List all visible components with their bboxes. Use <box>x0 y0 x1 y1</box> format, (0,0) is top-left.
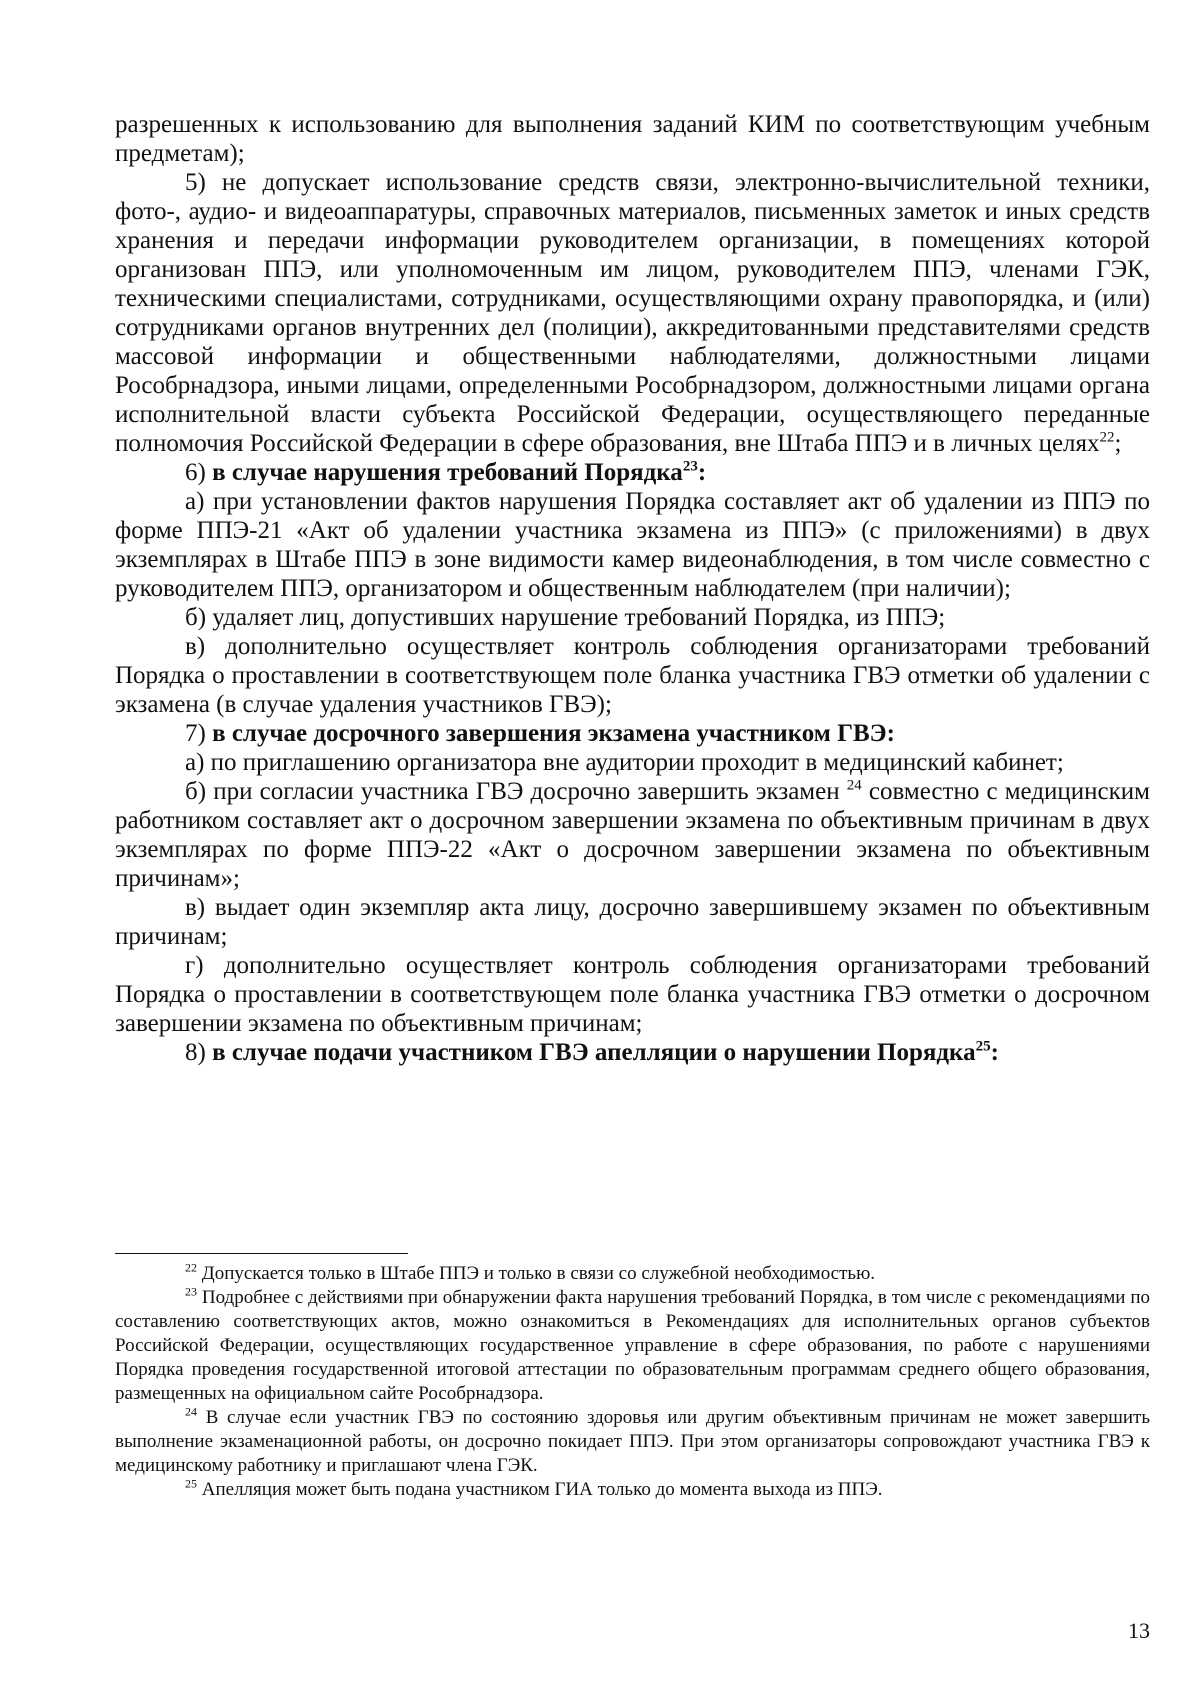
item-6b: б) удаляет лиц, допустивших нарушение требований Порядка, из ППЭ; <box>185 604 946 631</box>
item-7v: в) выдает один экземпляр акта лицу, досрочно завершившему экзамен по объективным причинам; <box>115 894 1150 950</box>
item-5: 5) не допускает использование средств связи, электронно-вычислительной техники, фото-, аудио- и видеоаппаратуры, справочных материалов, письменных заметок и иных средств хранения и передачи информации руководителем организации, в помещениях которой организован ППЭ, или уполномоченным им лицом, руководителем ППЭ, членами ГЭК, техническими специалистами, сотрудниками, осуществляющими охрану правопорядка, и (или) сотрудниками органов внутренних дел (полиции), аккредитованными представителями средств массовой информации и общественными наблюдателями, должностными лицами Рособрнадзора, иными лицами, определенными Рособрнадзором, должностными лицами органа исполнительной власти субъекта Российской Федерации, осуществляющего переданные полномочия Российской Федерации в сфере образования, вне Штаба ППЭ и в личных целях$^{22}$; <box>115 169 1150 457</box>
item-8-heading: 8) в случае подачи участником ГВЭ апелляции о нарушении Порядка$^{25}$: <box>185 1038 999 1066</box>
item-6a: а) при установлении фактов нарушения Порядка составляет акт об удалении из ППЭ по форме ППЭ-21 «Акт об удалении участника экзамена из ППЭ» (с приложениями) в двух экземплярах в Штабе ППЭ в зоне видимости камер видеонаблюдения, в том числе совместно с руководителем ППЭ, организатором и общественным наблюдателем (при наличии); <box>115 488 1150 602</box>
item-6-heading: 6) в случае нарушения требований Порядка$^{23}$: <box>185 458 707 486</box>
item-7b: б) при согласии участника ГВЭ досрочно завершить экзамен $^{24}$ совместно с медицинским работником составляет акт о досрочном завершении экзамена по объективным причинам в двух экземплярах по форме ППЭ-22 «Акт о досрочном завершении экзамена по объективным причинам»; <box>115 777 1150 892</box>
item-6v: в) дополнительно осуществляет контроль соблюдения организаторами требований Порядка о проставлении в соответствующем поле бланка участника ГВЭ отметки об удалении с экзамена (в случае удаления участников ГВЭ); <box>115 633 1150 718</box>
footnote-22: $^{22}$ Допускается только в Штабе ППЭ и только в связи со служебной необходимостью. <box>185 1260 876 1284</box>
footnote-24: $^{24}$ В случае если участник ГВЭ по состоянию здоровья или другим объективным причинам не может завершить выполнение экзаменационной работы, он досрочно покидает ППЭ. При этом организаторы сопровождают участника ГВЭ к медицинскому работнику и приглашают члена ГЭК. <box>115 1404 1150 1476</box>
footnote-ref[interactable]: 25 <box>975 1038 991 1055</box>
footnote-ref[interactable]: 22 <box>1099 429 1115 446</box>
footnote-ref[interactable]: 23 <box>682 458 698 475</box>
footnote-25: $^{25}$ Апелляция может быть подана участником ГИА только до момента выхода из ППЭ. <box>185 1476 883 1500</box>
paragraph: разрешенных к использованию для выполнения заданий КИМ по соответствующим учебным предметам); <box>115 111 1150 167</box>
footnote-23: $^{23}$ Подробнее с действиями при обнаружении факта нарушения требований Порядка, в том числе с рекомендациями по составлению соответствующих актов, можно ознакомиться в Рекомендациях для исполнительных органов субъектов Российской Федерации, осуществляющих государственное управление в сфере образования, по работе с нарушениями Порядка проведения государственной итоговой аттестации по образовательным программам среднего общего образования, размещенных на официальном сайте Рособрнадзора. <box>115 1284 1150 1404</box>
page-number: 13 <box>1128 1618 1150 1643</box>
footnote-ref[interactable]: 24 <box>846 777 862 794</box>
footnotes <box>115 1262 1150 1502</box>
item-7g: г) дополнительно осуществляет контроль соблюдения организаторами требований Порядка о проставлении в соответствующем поле бланка участника ГВЭ отметки о досрочном завершении экзамена по объективным причинам; <box>115 952 1150 1037</box>
footnote-separator <box>115 1253 408 1254</box>
item-7-heading: 7) в случае досрочного завершения экзамена участником ГВЭ: <box>185 720 895 747</box>
item-7a: а) по приглашению организатора вне аудитории проходит в медицинский кабинет; <box>185 749 1064 776</box>
main-text <box>115 110 1150 1067</box>
